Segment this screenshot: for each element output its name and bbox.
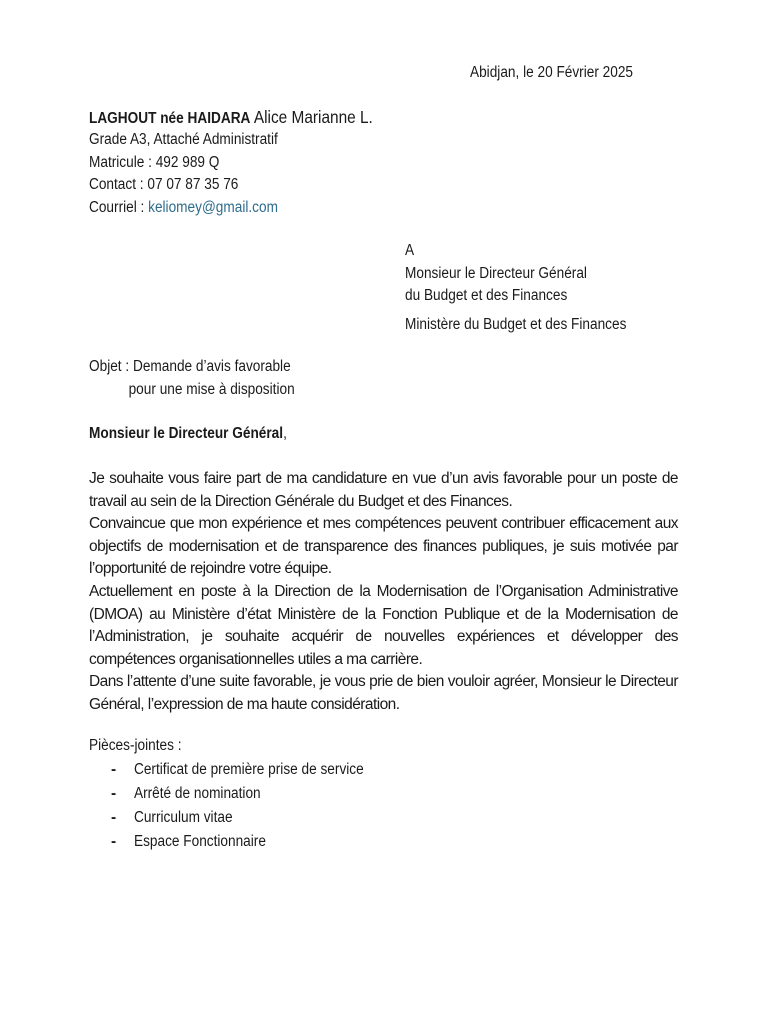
sender-name — [89, 105, 373, 129]
salutation-block — [89, 423, 314, 446]
sender-contact: Contact : 07 07 87 35 76 — [89, 176, 239, 194]
attachments-list — [89, 758, 364, 854]
list-item — [89, 758, 364, 782]
sender-email-line — [89, 197, 373, 220]
sender-matricule: Matricule : 492 989 Q — [89, 153, 220, 171]
recipient-a: A — [405, 242, 415, 259]
attachment-label: Curriculum vitae — [134, 808, 233, 826]
sender-name-given: Alice Marianne L. — [250, 107, 373, 127]
sender-name-surname: LAGHOUT née HAIDARA — [89, 110, 251, 127]
letter-date: Abidjan, le 20 Février 2025 — [470, 64, 634, 81]
attachments-title: Pièces-jointes : — [89, 737, 182, 754]
salutation — [89, 423, 287, 446]
body-paragraph-1: Je souhaite vous faire part de ma candidature en vue d’un avis favorable pour un poste de travail au sein de la Direction Générale du Budget et des Finances. — [89, 470, 678, 510]
sender-email-label: Courriel : — [89, 198, 149, 216]
list-item — [89, 782, 261, 806]
body-paragraph-2: Convaincue que mon expérience et mes compétences peuvent contribuer efficacement aux objectifs de modernisation et de transparence des finances publiques, je suis motivée par l’opportunité de rejoindre votre équipe. — [89, 515, 678, 578]
subject-line-2: pour une mise à disposition — [128, 380, 295, 398]
salutation-text: Monsieur le Directeur Général — [89, 425, 284, 442]
date-block — [470, 62, 655, 85]
list-dash: - — [111, 808, 117, 826]
list-dash: - — [111, 784, 117, 802]
letter-body — [89, 468, 678, 717]
list-dash: - — [111, 760, 117, 778]
attachments-block — [89, 735, 364, 854]
sender-grade: Grade A3, Attaché Administratif — [89, 131, 278, 148]
recipient-title: Monsieur le Directeur Général — [405, 264, 587, 282]
recipient-block — [405, 240, 657, 336]
salutation-comma: , — [283, 425, 287, 442]
subject-block — [89, 356, 323, 401]
sender-email-link[interactable]: keliomey@gmail.com — [148, 198, 278, 216]
subject-line-1: Objet : Demande d’avis favorable — [89, 358, 291, 375]
attachment-label: Arrêté de nomination — [134, 784, 261, 802]
recipient-ministry: Ministère du Budget et des Finances — [405, 315, 627, 333]
attachment-label: Espace Fonctionnaire — [134, 832, 266, 850]
list-dash: - — [111, 832, 117, 850]
sender-block — [89, 105, 412, 219]
list-item — [89, 806, 233, 830]
body-paragraph-4: Dans l’attente d’une suite favorable, je vous prie de bien vouloir agréer, Monsieur le Directeur Général, l’expression de ma haute considération. — [89, 673, 678, 713]
attachment-label: Certificat de première prise de service — [134, 760, 364, 778]
recipient-direction: du Budget et des Finances — [405, 287, 568, 305]
list-item — [89, 830, 266, 854]
body-paragraph-3: Actuellement en poste à la Direction de la Modernisation de l’Organisation Administrative (DMOA) au Ministère d’état Ministère de la Fonction Publique et de la Modernisation de l’Administration, je souhaite acquérir de nouvelles expériences et développer des compétences organisationnelles utiles a ma carrière. — [89, 582, 678, 668]
